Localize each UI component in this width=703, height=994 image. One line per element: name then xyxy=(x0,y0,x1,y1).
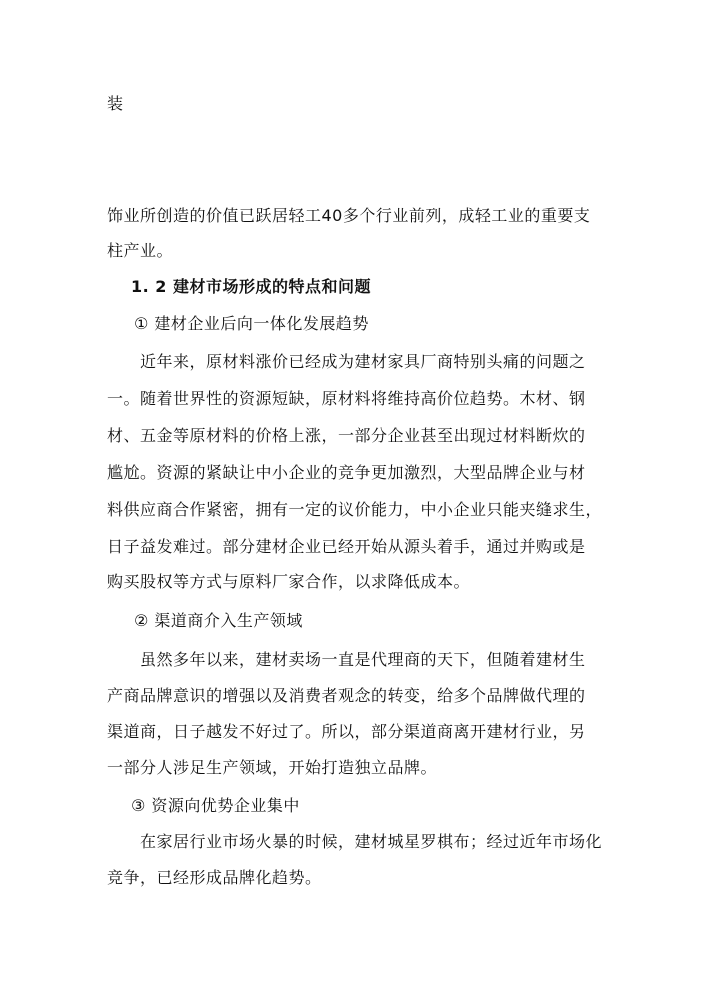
paragraph-3-line-2: 产商品牌意识的增强以及消费者观念的转变，给多个品牌做代理的 xyxy=(107,686,586,705)
paragraph-2-line-2: 一。随着世界性的资源短缺，原材料将维持高价位趋势。木材、钢 xyxy=(107,389,586,408)
subsection-2-heading: ② 渠道商介入生产领域 xyxy=(134,611,303,630)
subsection-3-heading: ③ 资源向优势企业集中 xyxy=(131,796,300,815)
paragraph-2-line-6: 日子益发难过。部分建材企业已经开始从源头着手，通过并购或是 xyxy=(107,537,586,556)
paragraph-2-line-5: 料供应商合作紧密，拥有一定的议价能力，中小企业只能夹缝求生， xyxy=(107,500,603,519)
paragraph-1-line-2: 柱产业。 xyxy=(107,241,174,260)
paragraph-2-line-7: 购买股权等方式与原料厂家合作，以求降低成本。 xyxy=(107,572,471,591)
paragraph-3-line-1: 虽然多年以来，建材卖场一直是代理商的天下，但随着建材生 xyxy=(140,650,586,669)
subsection-1-heading: ① 建材企业后向一体化发展趋势 xyxy=(134,314,369,333)
paragraph-3-line-3: 渠道商，日子越发不好过了。所以，部分渠道商离开建材行业，另 xyxy=(107,722,586,741)
paragraph-2-line-3: 材、五金等原材料的价格上涨，一部分企业甚至出现过材料断炊的 xyxy=(107,426,586,445)
section-heading: 1. 2 建材市场形成的特点和问题 xyxy=(131,277,371,296)
paragraph-4-line-2: 竞争，已经形成品牌化趋势。 xyxy=(107,868,322,887)
paragraph-3-line-4: 一部分人涉足生产领域，开始打造独立品牌。 xyxy=(107,758,438,777)
page-fragment-text: 装 xyxy=(107,94,124,113)
paragraph-2-line-1: 近年来，原材料涨价已经成为建材家具厂商特别头痛的问题之 xyxy=(140,352,586,371)
paragraph-1-line-1: 饰业所创造的价值已跃居轻工40多个行业前列，成轻工业的重要支 xyxy=(107,206,591,225)
paragraph-4-line-1: 在家居行业市场火暴的时候，建材城星罗棋布；经过近年市场化 xyxy=(140,832,603,851)
paragraph-2-line-4: 尴尬。资源的紧缺让中小企业的竞争更加激烈，大型品牌企业与材 xyxy=(107,463,586,482)
